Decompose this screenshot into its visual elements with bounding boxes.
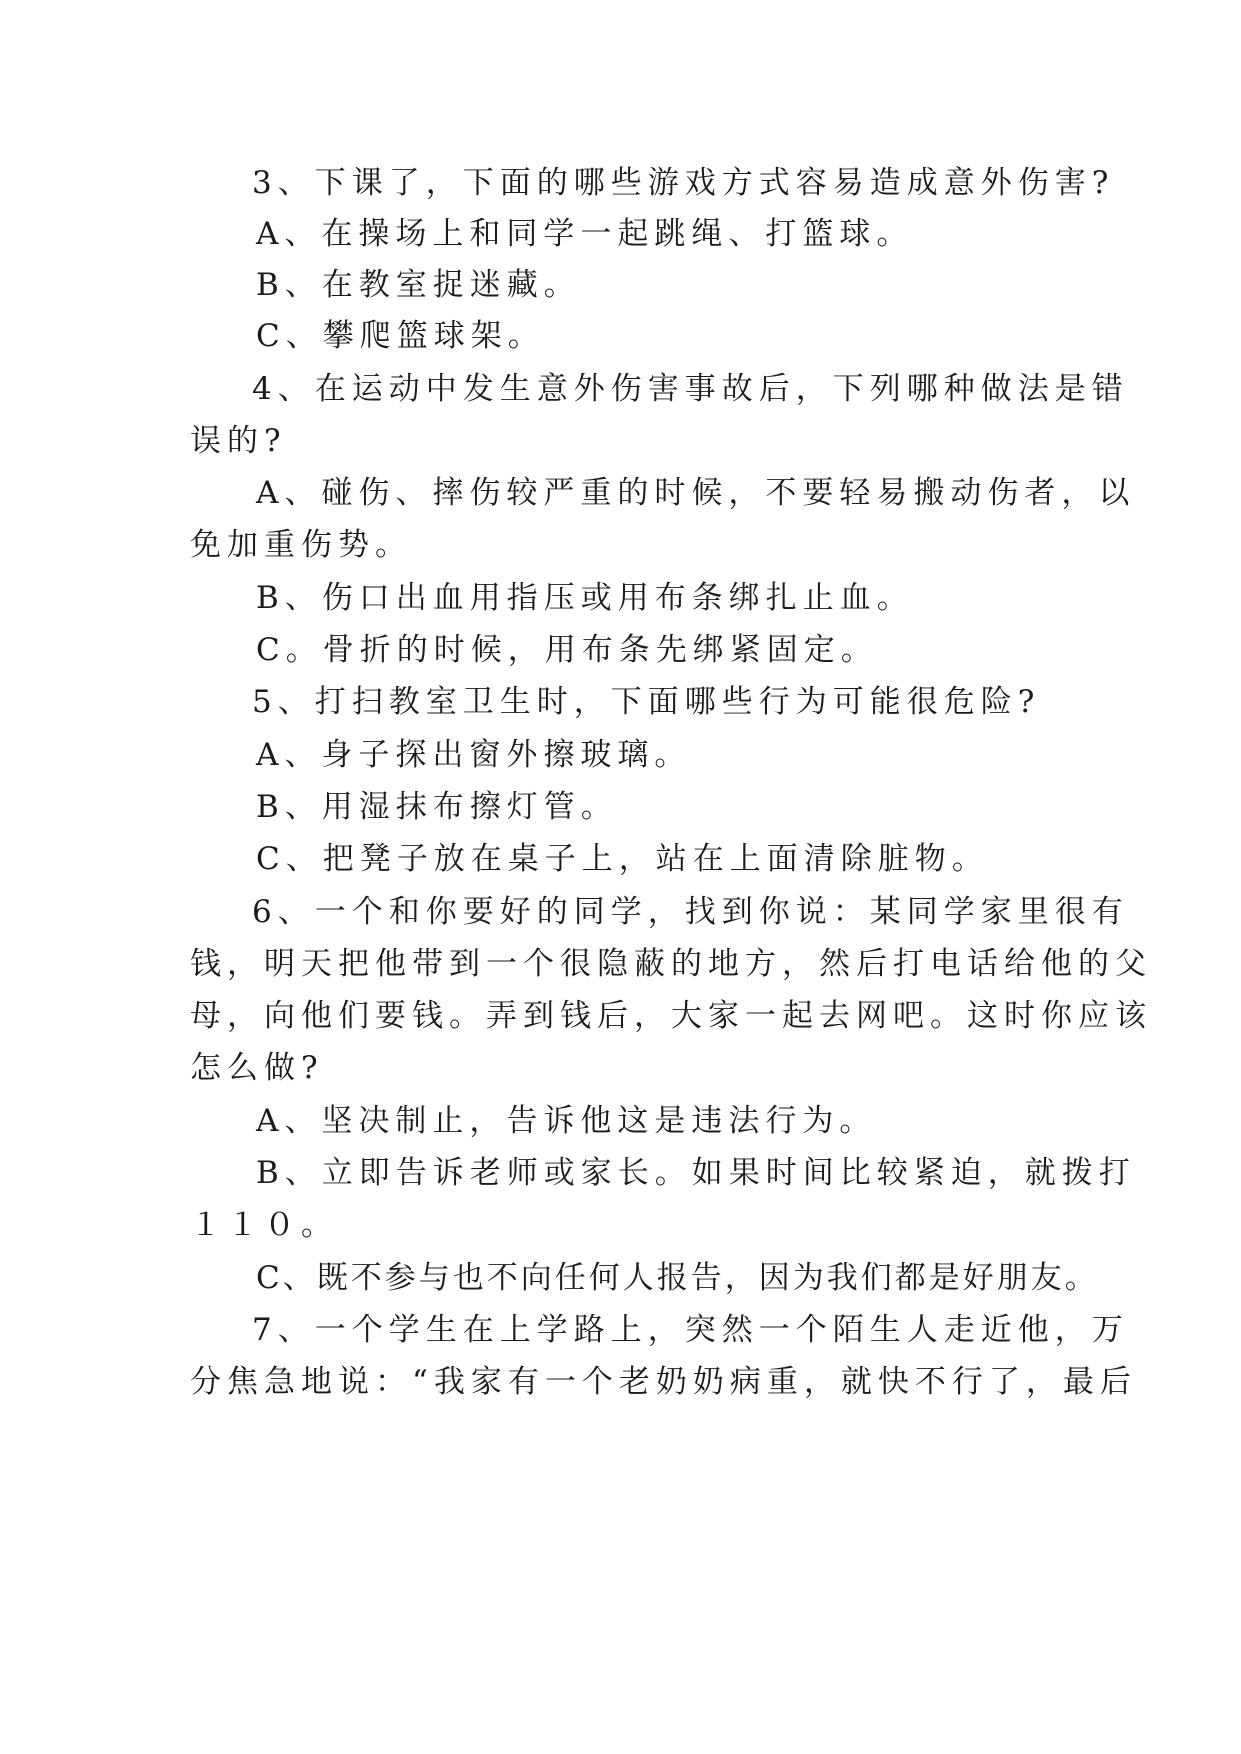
question-6-option-b-line-1: B、立即告诉老师或家长。如果时间比较紧迫，就拨打 (256, 1155, 1136, 1191)
question-7-line-2: 分焦急地说：“我家有一个老奶奶病重，就快不行了，最后 (190, 1364, 1137, 1400)
question-6-line-1: 6、一个和你要好的同学，找到你说：某同学家里很有 (252, 894, 1129, 930)
question-5-option-b: B、用湿抹布擦灯管。 (256, 789, 618, 825)
question-6-line-3: 母，向他们要钱。弄到钱后，大家一起去网吧。这时你应该 (190, 998, 1152, 1034)
question-6-option-a: A、坚决制止，告诉他这是违法行为。 (256, 1103, 877, 1139)
question-3: 3、下课了，下面的哪些游戏方式容易造成意外伤害? (252, 165, 1115, 201)
question-3-option-a: A、在操场上和同学一起跳绳、打篮球。 (256, 216, 914, 252)
question-6-line-4: 怎么做? (190, 1050, 324, 1086)
question-6-line-2: 钱，明天把他带到一个很隐蔽的地方，然后打电话给他的父 (190, 946, 1152, 982)
question-5-option-a: A、身子探出窗外擦玻璃。 (256, 737, 692, 773)
question-7-line-1: 7、一个学生在上学路上，突然一个陌生人走近他，万 (252, 1312, 1129, 1348)
question-4-line-2: 误的? (190, 423, 287, 459)
question-5-option-c: C、把凳子放在桌子上，站在上面清除脏物。 (256, 841, 989, 877)
question-6-option-b-line-2: １１０。 (190, 1207, 338, 1243)
question-4-option-a-line-2: 免加重伤势。 (190, 527, 412, 563)
question-4-option-a-line-1: A、碰伤、摔伤较严重的时候，不要轻易搬动伤者，以 (256, 475, 1136, 511)
question-5: 5、打扫教室卫生时，下面哪些行为可能很危险? (252, 684, 1041, 720)
question-3-option-c: C、攀爬篮球架。 (256, 318, 545, 354)
question-4-option-c: C。骨折的时候，用布条先绑紧固定。 (256, 632, 878, 668)
question-3-option-b: B、在教室捉迷藏。 (256, 267, 581, 303)
question-4-line-1: 4、在运动中发生意外伤害事故后，下列哪种做法是错 (252, 371, 1129, 407)
question-4-option-b: B、伤口出血用指压或用布条绑扎止血。 (256, 580, 914, 616)
question-6-option-c: C、既不参与也不向任何人报告，因为我们都是好朋友。 (256, 1260, 1099, 1296)
